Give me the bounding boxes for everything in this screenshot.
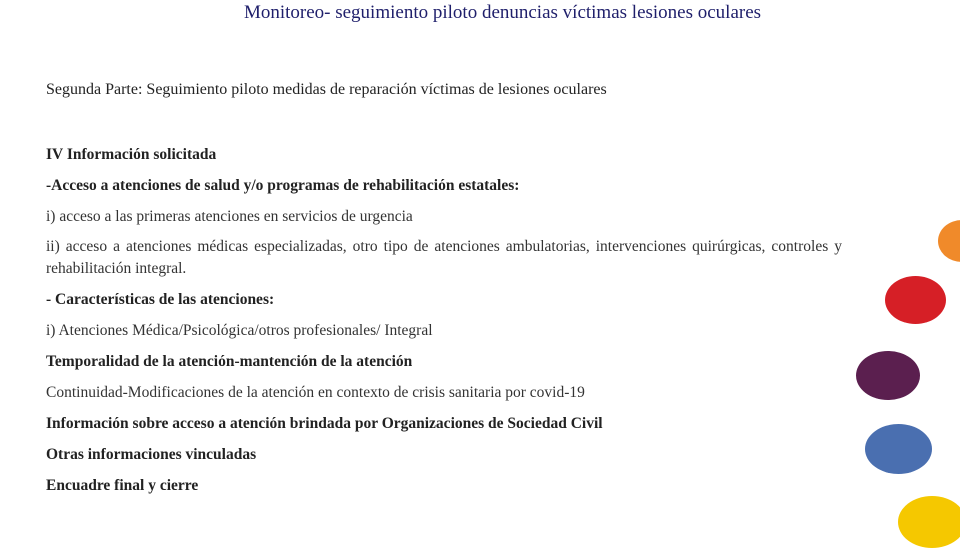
list-item: i) Atenciones Médica/Psicológica/otros profesionales/ Integral <box>46 322 433 339</box>
content-list <box>46 143 842 505</box>
topic-heading-characteristics: - Características de las atenciones: <box>46 291 275 308</box>
decorative-purple-dot <box>856 351 920 400</box>
decorative-yellow-dot <box>898 496 960 548</box>
page-title: Monitoreo- seguimiento piloto denuncias víctimas lesiones oculares <box>243 2 762 23</box>
topic-heading-civil-society: Información sobre acceso a atención brindada por Organizaciones de Sociedad Civil <box>46 415 603 432</box>
list-item: ii) acceso a atenciones médicas especializadas, otro tipo de atenciones ambulatorias, intervenciones quirúrgicas, controles y rehabilitación integral. <box>46 238 842 277</box>
section-heading: IV Información solicitada <box>46 146 217 163</box>
topic-heading-other-info: Otras informaciones vinculadas <box>46 446 257 463</box>
topic-heading-health-access: -Acceso a atenciones de salud y/o programas de rehabilitación estatales: <box>46 177 520 194</box>
list-item: Continuidad-Modificaciones de la atención en contexto de crisis sanitaria por covid-19 <box>46 384 585 401</box>
topic-heading-temporality: Temporalidad de la atención-mantención de la atención <box>46 353 413 370</box>
section-subtitle: Segunda Parte: Seguimiento piloto medidas de reparación víctimas de lesiones oculares <box>46 81 607 98</box>
decorative-blue-dot <box>865 424 932 474</box>
topic-heading-closing: Encuadre final y cierre <box>46 477 199 494</box>
decorative-orange-dot <box>938 220 960 262</box>
decorative-red-dot <box>885 276 946 324</box>
list-item: i) acceso a las primeras atenciones en servicios de urgencia <box>46 208 413 225</box>
